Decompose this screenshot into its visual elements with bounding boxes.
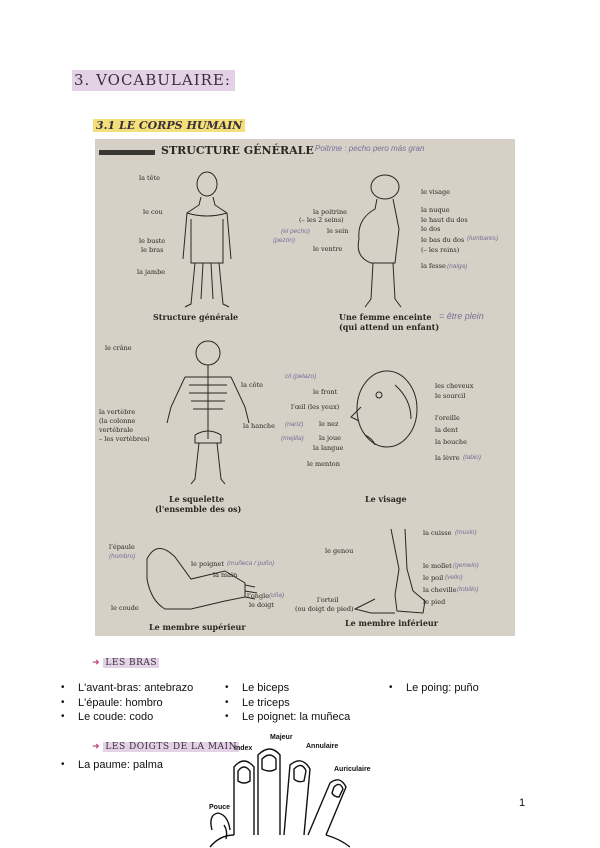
finger-label-pouce: Pouce xyxy=(209,804,231,811)
label-les-cheveux: les cheveux xyxy=(435,382,474,390)
label-la-nuque: la nuque xyxy=(421,206,450,214)
label-les-2-seins: (– les 2 seins) xyxy=(299,216,344,224)
note-gemelo: (gemelo) xyxy=(453,562,479,569)
label-le-haut-du-dos: le haut du dos xyxy=(421,216,468,224)
label-la-main: la main xyxy=(213,571,238,579)
label-la-fesse: la fesse xyxy=(421,262,446,270)
caption-structure-generale: Structure générale xyxy=(153,312,239,322)
label-loreille: l'oreille xyxy=(435,414,460,422)
arrow-icon: ➜ xyxy=(92,742,101,752)
body-vocabulary-photo xyxy=(95,139,515,636)
list-item: • L'épaule: hombro xyxy=(61,696,193,711)
subsection-les-bras-title: LES BRAS xyxy=(105,658,158,668)
label-le-pied: le pied xyxy=(423,598,446,606)
finger-label-auriculaire: Auriculaire xyxy=(334,766,371,773)
label-le-cou: le cou xyxy=(143,208,163,216)
list-item: • Le triceps xyxy=(225,696,350,711)
label-le-poignet: le poignet xyxy=(191,560,224,568)
note-vello: (vello) xyxy=(445,574,463,581)
list-item: • Le poing: puño xyxy=(389,681,479,696)
label-loeil: l'œil (les yeux) xyxy=(291,403,340,411)
note-nariz: (nariz) xyxy=(285,421,304,428)
caption-femme-enceinte: Une femme enceinte xyxy=(339,312,432,322)
bras-list-col3 xyxy=(389,681,479,696)
caption-ensemble-des-os: (l'ensemble des os) xyxy=(155,504,242,514)
note-lumbares: (lumbares) xyxy=(467,235,499,242)
finger-label-annulaire: Annulaire xyxy=(306,743,339,750)
note-muslo: (muslo) xyxy=(455,529,477,536)
label-la-bouche: la bouche xyxy=(435,438,467,446)
label-la-tete: la tête xyxy=(139,174,160,182)
note-hombro: (hombro) xyxy=(109,553,136,560)
note-muneca-puno: (muñeca / puño) xyxy=(227,560,275,567)
label-le-sourcil: le sourcil xyxy=(435,392,466,400)
list-item: • Le biceps xyxy=(225,681,350,696)
bras-list-col2 xyxy=(225,681,350,725)
label-la-colonne: (la colonne xyxy=(99,417,136,425)
label-le-doigt: le doigt xyxy=(249,601,274,609)
caption-membre-superieur: Le membre supérieur xyxy=(149,622,246,632)
label-le-buste: le buste xyxy=(139,237,166,245)
note-tobillo: (tobillo) xyxy=(457,586,479,593)
caption-qui-attend-un-enfant: (qui attend un enfant) xyxy=(339,322,440,332)
label-le-crane: le crâne xyxy=(105,344,132,352)
label-le-dos: le dos xyxy=(421,225,441,233)
label-la-cuisse: la cuisse xyxy=(423,529,452,537)
note-etre-plein: = être plein xyxy=(439,311,484,321)
label-le-menton: le menton xyxy=(307,460,340,468)
label-le-genou: le genou xyxy=(325,547,354,555)
label-le-coude: le coude xyxy=(111,604,139,612)
list-item: • La paume: palma xyxy=(61,758,163,773)
label-le-mollet: le mollet xyxy=(423,562,452,570)
label-le-bas-du-dos: le bas du dos xyxy=(421,236,465,244)
label-lorteil: l'orteil xyxy=(317,596,339,604)
label-lepaule: l'épaule xyxy=(109,543,135,551)
label-le-visage: le visage xyxy=(421,188,450,196)
list-item: • Le poignet: la muñeca xyxy=(225,710,350,725)
note-el-pecho: (el pecho) xyxy=(281,228,310,235)
hand-diagram xyxy=(200,735,380,848)
note-pezon: (pezón) xyxy=(273,237,296,244)
note-cil-pelazo: cil (pelazo) xyxy=(285,373,317,380)
label-la-cheville: la cheville xyxy=(423,586,457,594)
list-item: • Le coude: codo xyxy=(61,710,193,725)
label-le-ventre: le ventre xyxy=(313,245,343,253)
label-le-poil: le poil xyxy=(423,574,444,582)
label-vertebrale: vertébrale xyxy=(99,426,134,434)
subsection-les-bras xyxy=(92,658,159,668)
label-la-jambe: la jambe xyxy=(137,268,166,276)
doigts-list xyxy=(61,758,163,773)
label-le-sein: le sein xyxy=(327,227,349,235)
label-la-dent: la dent xyxy=(435,426,458,434)
label-le-nez: le nez xyxy=(319,420,339,428)
label-la-vertebre: la vertèbre xyxy=(99,408,136,416)
label-doigt-de-pied: (ou doigt de pied) xyxy=(295,605,354,613)
label-la-poitrine: la poitrine xyxy=(313,208,348,216)
subsection-les-doigts-title: LES DOIGTS DE LA MAIN xyxy=(105,742,237,752)
note-una: (uña) xyxy=(269,592,285,599)
label-la-hanche: la hanche xyxy=(243,422,275,430)
note-nalga: (nalga) xyxy=(447,263,468,270)
finger-label-majeur: Majeur xyxy=(270,734,293,741)
list-item: • L'avant-bras: antebrazo xyxy=(61,681,193,696)
caption-le-visage: Le visage xyxy=(365,494,407,504)
label-la-joue: la joue xyxy=(319,434,341,442)
label-les-reins: (– les reins) xyxy=(421,246,460,254)
label-la-cote: la côte xyxy=(241,381,264,389)
figure-title: STRUCTURE GÉNÉRALE xyxy=(161,144,314,157)
section-heading: 3. VOCABULAIRE: xyxy=(72,70,235,91)
label-longle: l'ongle xyxy=(247,592,270,600)
label-la-langue: la langue xyxy=(313,444,344,452)
label-les-vertebres: – les vertèbres) xyxy=(99,435,150,443)
caption-le-squelette: Le squelette xyxy=(169,494,225,504)
subsection-heading: 3.1 LE CORPS HUMAIN xyxy=(93,119,245,132)
finger-label-index: Index xyxy=(234,745,253,752)
label-le-front: le front xyxy=(313,388,338,396)
bras-list-col1 xyxy=(61,681,193,725)
label-le-bras: le bras xyxy=(141,246,164,254)
caption-membre-inferieur: Le membre inférieur xyxy=(345,618,438,628)
page-number: 1 xyxy=(519,797,526,809)
label-la-levre: la lèvre xyxy=(435,454,460,462)
arrow-icon: ➜ xyxy=(92,658,101,668)
note-mejilla: (mejilla) xyxy=(281,435,304,442)
note-labio: (labio) xyxy=(463,454,482,461)
handwritten-top-note: Poitrine : pecho pero más gran xyxy=(315,144,425,153)
